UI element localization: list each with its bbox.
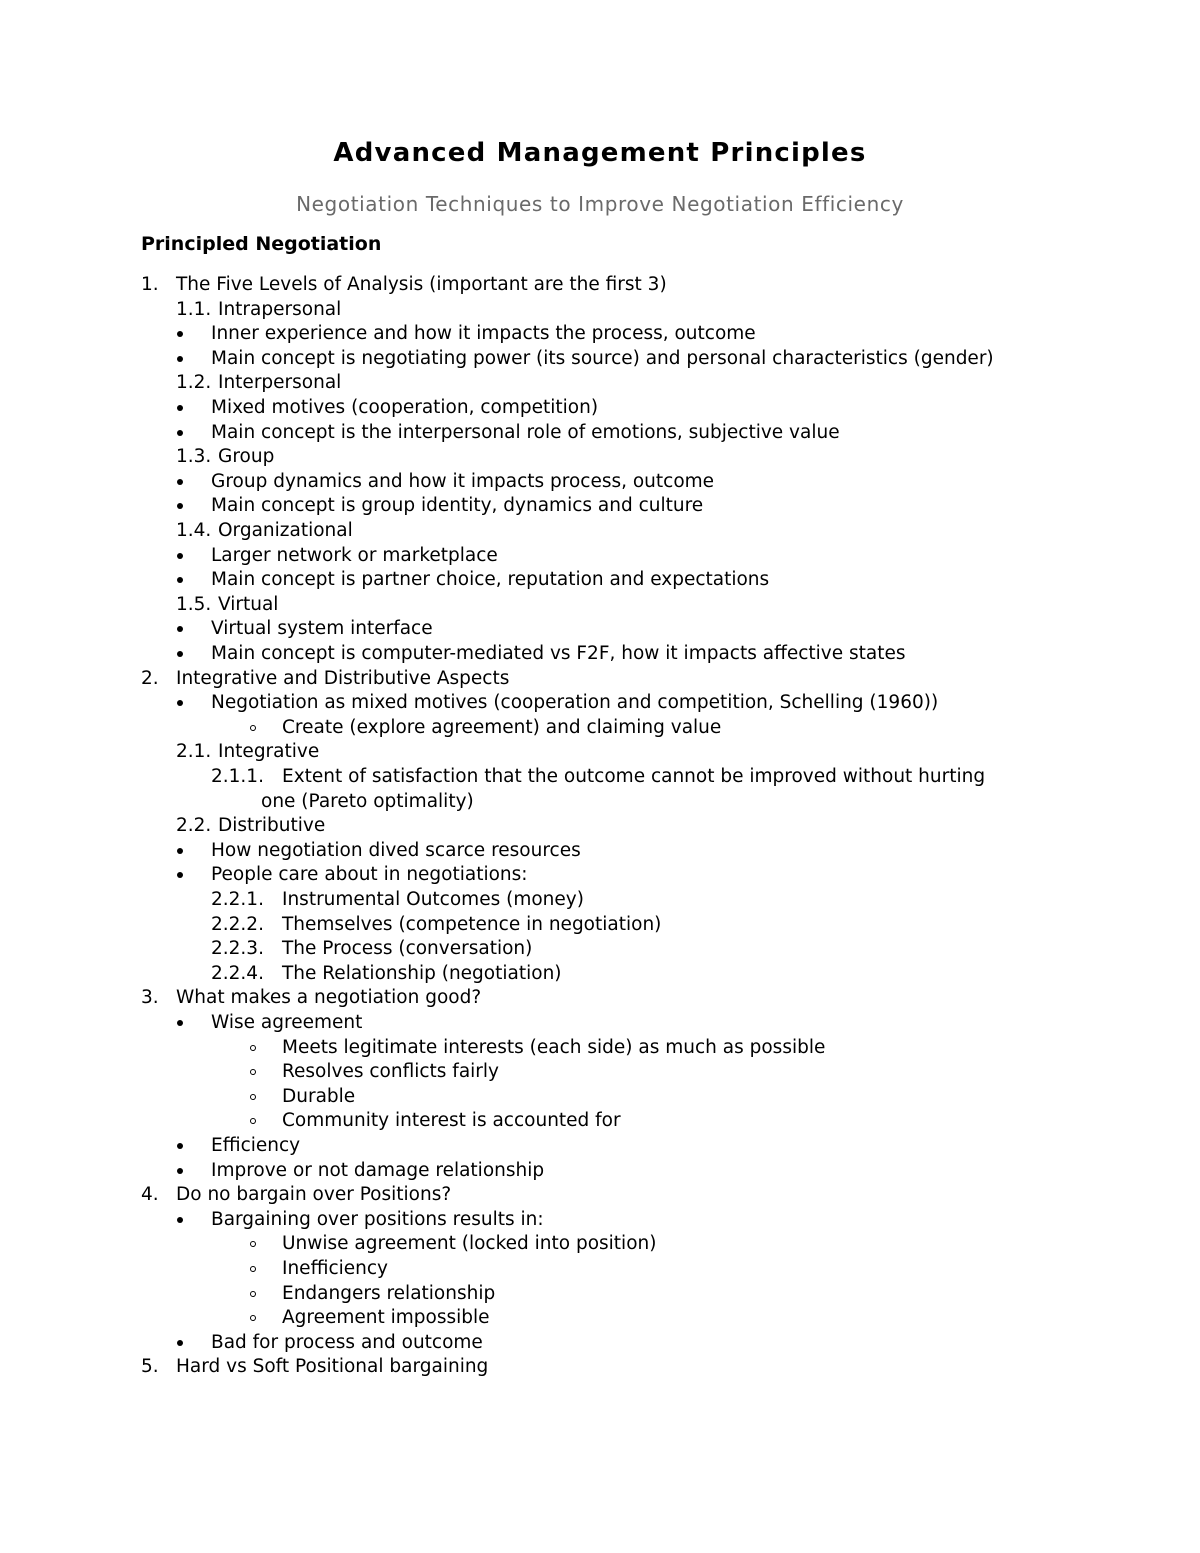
outline-item-text: Bargaining over positions results in:: [211, 1208, 544, 1230]
outline-item-text: Do no bargain over Positions?: [176, 1184, 452, 1206]
list-number: 2.1.1.: [211, 766, 264, 787]
outline-item-text: Negotiation as mixed motives (cooperation and competition, Schelling (1960)): [211, 692, 939, 714]
circle-bullet-icon: [250, 1045, 256, 1051]
outline-item-text: The Relationship (negotiation): [282, 962, 562, 984]
outline-item-text: Group: [218, 446, 275, 468]
outline-item-text: Endangers relationship: [282, 1282, 496, 1304]
outline-item-text: Integrative and Distributive Aspects: [176, 667, 510, 689]
bullet-icon: [177, 405, 183, 411]
outline-item-text: Main concept is group identity, dynamics and culture: [211, 495, 704, 517]
bullet-icon: [177, 356, 183, 362]
outline-item-text: Meets legitimate interests (each side) as much as possible: [282, 1036, 826, 1058]
circle-bullet-icon: [250, 1315, 256, 1321]
outline-item-text: Integrative: [218, 741, 320, 763]
list-number: 2.2.4.: [211, 962, 264, 984]
outline-item-text: Organizational: [218, 520, 353, 541]
list-number: 1.: [141, 274, 159, 295]
outline-item-text: Create (explore agreement) and claiming value: [282, 716, 722, 738]
circle-bullet-icon: [250, 1069, 256, 1075]
list-number: 2.: [141, 667, 159, 689]
outline-item-text: What makes a negotiation good?: [176, 987, 482, 1009]
outline-item-text: Group dynamics and how it impacts process, outcome: [211, 470, 715, 492]
outline-item-text: Inefficiency: [282, 1258, 388, 1279]
outline-item-text: Instrumental Outcomes (money): [282, 889, 584, 910]
outline-item-text: Extent of satisfaction that the outcome cannot be improved without hurting: [282, 766, 986, 787]
bullet-icon: [177, 872, 183, 878]
outline-item-text: Intrapersonal: [218, 298, 342, 320]
bullet-icon: [177, 626, 183, 632]
bullet-icon: [177, 577, 183, 583]
document-title: Advanced Management Principles: [333, 138, 867, 168]
bullet-icon: [177, 700, 183, 706]
outline-item-text: Main concept is the interpersonal role of emotions, subjective value: [211, 421, 840, 443]
bullet-icon: [177, 848, 183, 854]
circle-bullet-icon: [250, 1094, 256, 1100]
bullet-icon: [177, 1143, 183, 1149]
circle-bullet-icon: [250, 1241, 256, 1247]
circle-bullet-icon: [250, 1118, 256, 1124]
outline-item-text: Larger network or marketplace: [211, 544, 498, 566]
outline-item-text: Improve or not damage relationship: [211, 1159, 545, 1181]
list-number: 2.1.: [176, 741, 212, 763]
bullet-icon: [177, 553, 183, 559]
list-number: 4.: [141, 1184, 159, 1206]
list-number: 3.: [141, 987, 159, 1009]
outline-item-text: Themselves (competence in negotiation): [282, 913, 662, 935]
bullet-icon: [177, 503, 183, 509]
list-number: 1.4.: [176, 520, 212, 541]
outline-item-text: Mixed motives (cooperation, competition): [211, 397, 599, 418]
list-number: 1.1.: [176, 298, 212, 320]
outline-item-text: Interpersonal: [218, 372, 342, 394]
list-number: 1.3.: [176, 446, 212, 468]
outline-item-text: Durable: [282, 1085, 356, 1107]
outline-item-text: Virtual: [218, 593, 279, 615]
outline-item-text: The Process (conversation): [282, 938, 533, 960]
bullet-icon: [177, 479, 183, 485]
outline-item-text: Wise agreement: [211, 1012, 363, 1033]
outline-item-text: Agreement impossible: [282, 1307, 490, 1329]
outline-item-text: Inner experience and how it impacts the process, outcome: [211, 323, 756, 345]
list-number: 2.2.1.: [211, 889, 264, 910]
list-number: 5.: [141, 1356, 159, 1378]
circle-bullet-icon: [250, 1291, 256, 1297]
outline-item-text: Community interest is accounted for: [282, 1110, 621, 1132]
bullet-icon: [177, 1020, 183, 1026]
outline-item-text: one (Pareto optimality): [261, 790, 474, 812]
outline-item-text: The Five Levels of Analysis (important are the first 3): [176, 274, 667, 295]
list-number: 1.2.: [176, 372, 212, 394]
document-subtitle: Negotiation Techniques to Improve Negotiation Efficiency: [296, 192, 904, 216]
list-number: 1.5.: [176, 593, 212, 615]
list-number: 2.2.3.: [211, 938, 264, 960]
outline-item-text: Efficiency: [211, 1135, 301, 1156]
bullet-icon: [177, 331, 183, 337]
outline-item-text: Main concept is negotiating power (its source) and personal characteristics (gender): [211, 347, 994, 369]
bullet-icon: [177, 1168, 183, 1174]
outline-item-text: People care about in negotiations:: [211, 864, 528, 886]
outline-item-text: Bad for process and outcome: [211, 1331, 483, 1353]
bullet-icon: [177, 1340, 183, 1346]
circle-bullet-icon: [250, 725, 256, 731]
outline-item-text: Main concept is computer-mediated vs F2F, how it impacts affective states: [211, 643, 906, 664]
bullet-icon: [177, 430, 183, 436]
outline-item-text: Virtual system interface: [211, 618, 433, 640]
outline-item-text: Main concept is partner choice, reputation and expectations: [211, 569, 770, 591]
bullet-icon: [177, 1217, 183, 1223]
list-number: 2.2.2.: [211, 913, 264, 935]
list-number: 2.2.: [176, 815, 212, 837]
circle-bullet-icon: [250, 1266, 256, 1272]
section-heading: Principled Negotiation: [141, 233, 382, 255]
bullet-icon: [177, 651, 183, 657]
outline-item-text: Distributive: [218, 815, 326, 837]
outline-item-text: Unwise agreement (locked into position): [282, 1233, 657, 1255]
outline-item-text: Resolves conflicts fairly: [282, 1061, 499, 1083]
outline-item-text: Hard vs Soft Positional bargaining: [176, 1356, 489, 1378]
outline-item-text: How negotiation dived scarce resources: [211, 839, 581, 861]
